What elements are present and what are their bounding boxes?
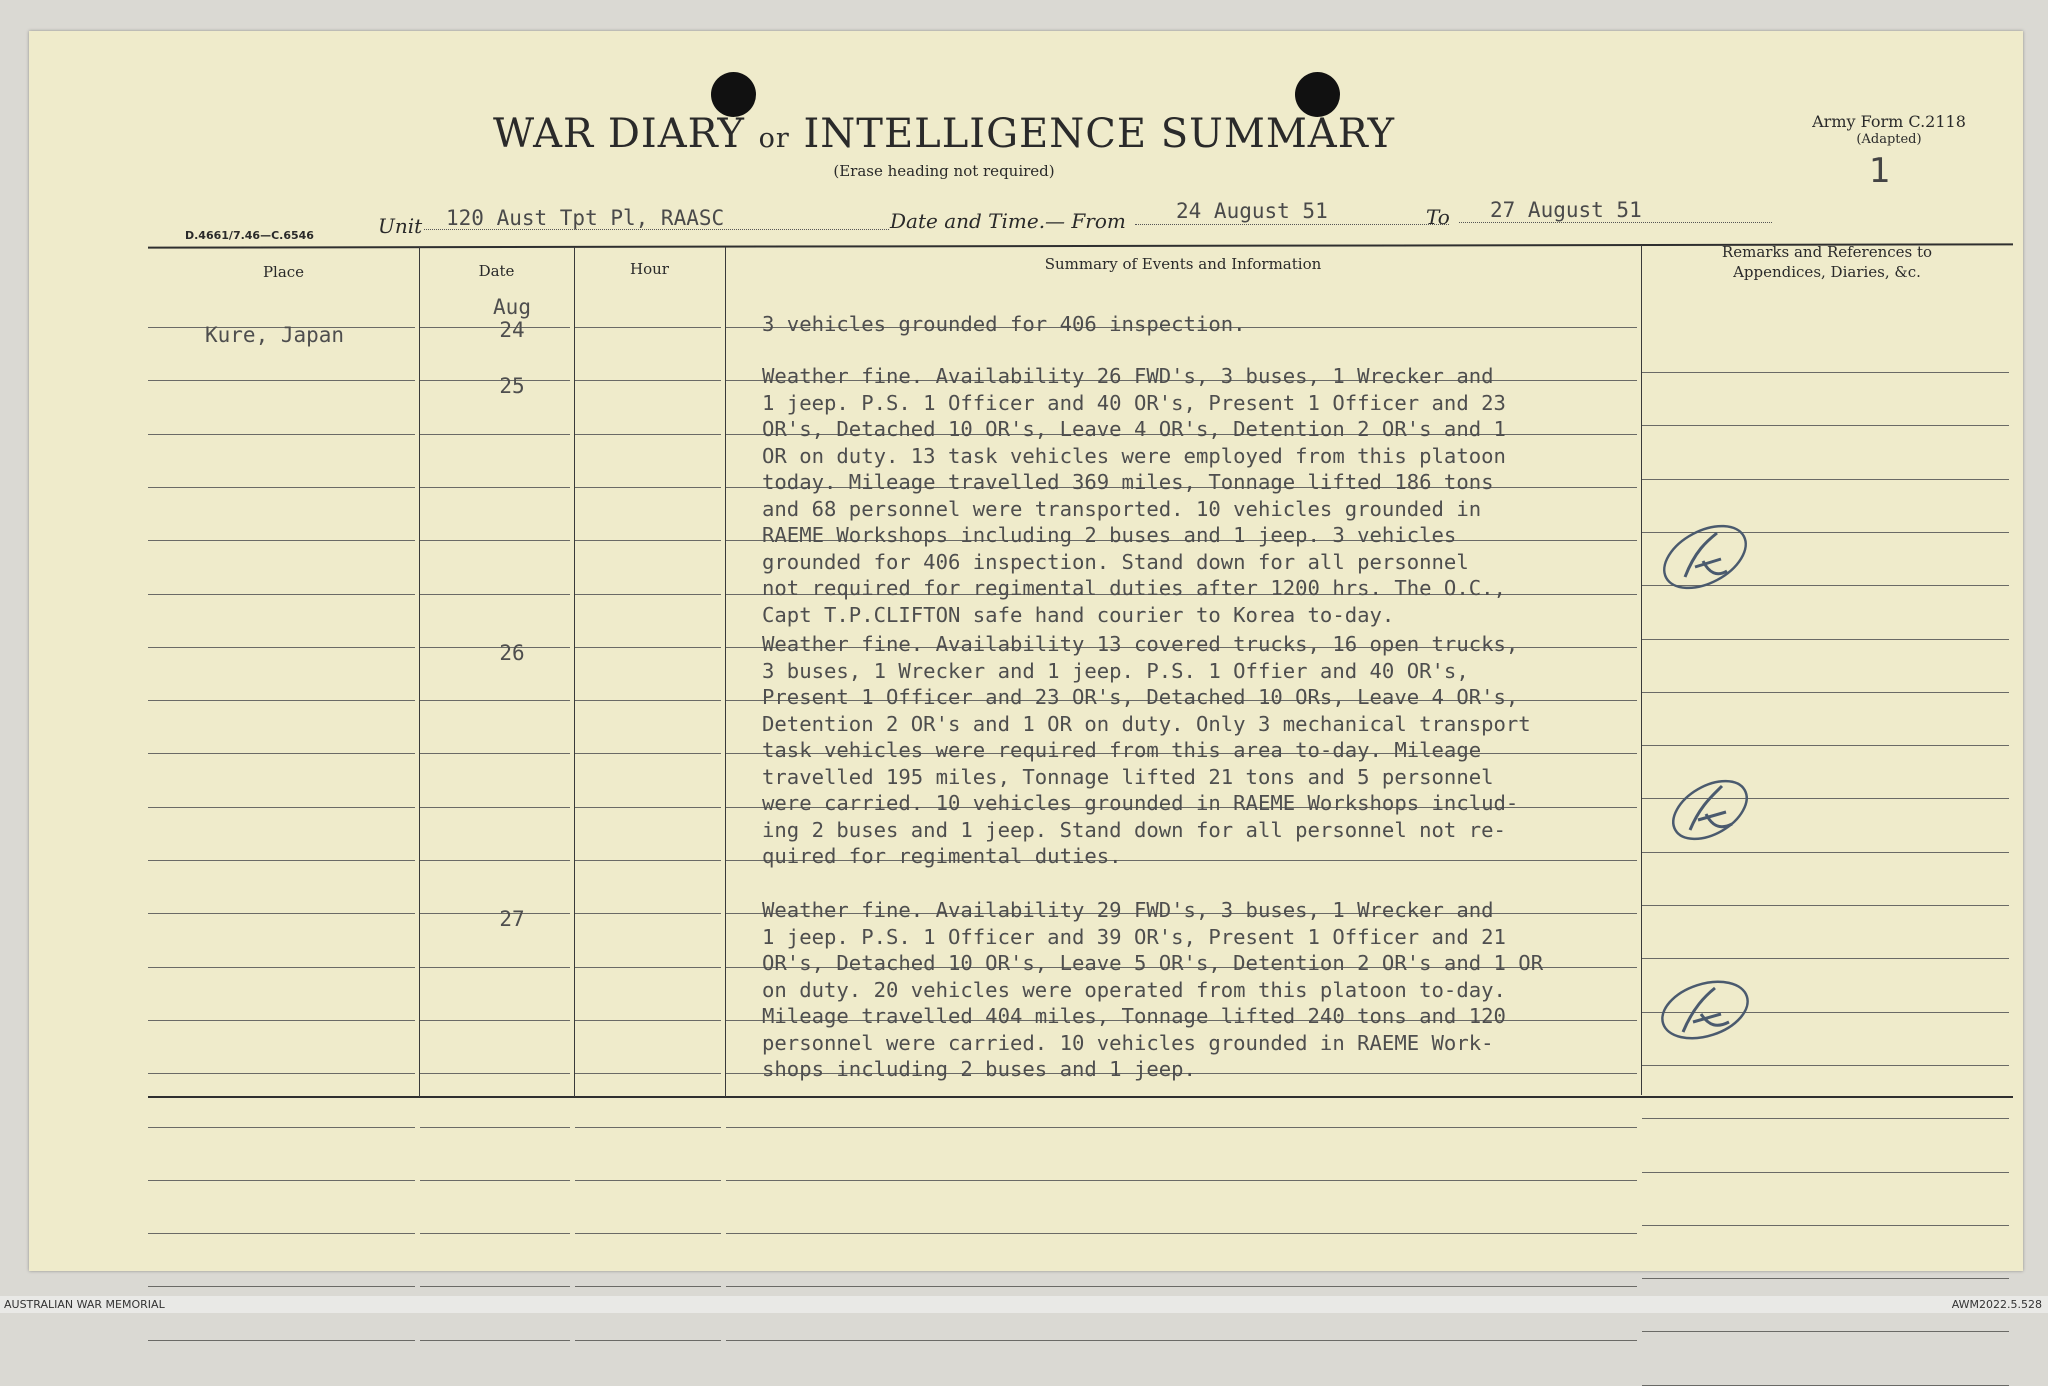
- ruled-line: [420, 700, 570, 701]
- column-divider-hour: [725, 247, 726, 1097]
- ruled-line: [1642, 1278, 2009, 1279]
- table-bottom-rule: [148, 1096, 2013, 1098]
- ruled-line: [575, 327, 721, 328]
- ruled-line: [726, 1233, 1637, 1234]
- summary-line: ing 2 buses and 1 jeep. Stand down for all personnel not re-: [762, 817, 1506, 842]
- form-title: [429, 111, 1459, 157]
- ruled-line: [148, 753, 415, 754]
- ruled-line: [726, 1127, 1637, 1128]
- ruled-line: [1642, 905, 2009, 906]
- ruled-line: [1642, 958, 2009, 959]
- ruled-line: [148, 647, 415, 648]
- ruled-line: [575, 540, 721, 541]
- summary-line: 3 vehicles grounded for 406 inspection.: [762, 312, 1246, 336]
- column-header-summary: Summary of Events and Information: [1044, 255, 1322, 273]
- summary-line: travelled 195 miles, Tonnage lifted 21 tons and 5 personnel: [762, 764, 1494, 789]
- summary-line: Weather fine. Availability 29 FWD's, 3 buses, 1 Wrecker and: [762, 898, 1494, 922]
- summary-line: OR's, Detached 10 OR's, Leave 5 OR's, Detention 2 OR's and 1 OR: [762, 951, 1544, 975]
- ruled-line: [575, 1127, 721, 1128]
- ruled-line: [420, 1286, 570, 1287]
- summary-line: 3 buses, 1 Wrecker and 1 jeep. P.S. 1 Offier and 40 OR's,: [762, 658, 1469, 683]
- date-to-label: To: [1426, 205, 1450, 229]
- summary-line: Mileage travelled 404 miles, Tonnage lifted 240 tons and 120: [762, 1004, 1506, 1028]
- ruled-line: [148, 1127, 415, 1128]
- title-intelligence-summary: INTELLIGENCE SUMMARY: [803, 111, 1395, 157]
- summary-line: 1 jeep. P.S. 1 Officer and 40 OR's, Present 1 Officer and 23: [762, 390, 1506, 415]
- summary-line: Present 1 Officer and 23 OR's, Detached 10 ORs, Leave 4 OR's,: [762, 685, 1519, 709]
- ruled-line: [1642, 1065, 2009, 1066]
- ruled-line: [420, 434, 570, 435]
- ruled-line: [148, 860, 415, 861]
- summary-line: grounded for 406 inspection. Stand down for all personnel: [762, 549, 1469, 574]
- summary-line: and 68 personnel were transported. 10 vehicles grounded in: [762, 496, 1482, 521]
- ruled-line: [148, 1020, 415, 1021]
- date-from-value: 24 August 51: [1176, 199, 1328, 223]
- form-subtitle: (Erase heading not required): [833, 162, 1055, 180]
- column-header-remarks: [1641, 242, 2013, 282]
- ruled-line: [148, 700, 415, 701]
- summary-line: quired for regimental duties.: [762, 844, 1122, 868]
- ruled-line: [575, 594, 721, 595]
- column-divider-date: [574, 247, 575, 1097]
- summary-line: OR on duty. 13 task vehicles were employed from this platoon: [762, 443, 1506, 468]
- army-form-label: [1779, 113, 1999, 149]
- ruled-line: [575, 380, 721, 381]
- ruled-line: [575, 647, 721, 648]
- remarks-header-line-2: Appendices, Diaries, &c.: [1733, 263, 1921, 281]
- ruled-line: [575, 1073, 721, 1074]
- summary-line: not required for regimental duties after 1200 hrs. The O.C.,: [762, 576, 1506, 600]
- column-header-place: Place: [262, 263, 305, 281]
- ruled-line: [1642, 1225, 2009, 1226]
- date-from-dotline: [1135, 224, 1449, 225]
- summary-line: were carried. 10 vehicles grounded in RAEME Workshops includ-: [762, 791, 1519, 815]
- ruled-line: [1642, 1172, 2009, 1173]
- column-header-date: Date: [478, 262, 515, 280]
- date-to-dotline: [1459, 222, 1772, 223]
- summary-line: shops including 2 buses and 1 jeep.: [762, 1057, 1196, 1081]
- ruled-line: [575, 1180, 721, 1181]
- ruled-line: [148, 380, 415, 381]
- ruled-line: [575, 700, 721, 701]
- ruled-line: [420, 1020, 570, 1021]
- ruled-line: [148, 1073, 415, 1074]
- date-27: 27: [499, 907, 525, 931]
- ruled-line: [1642, 745, 2009, 746]
- column-divider-place: [419, 247, 420, 1097]
- ruled-line: [148, 540, 415, 541]
- ruled-line: [575, 913, 721, 914]
- ruled-line: [420, 540, 570, 541]
- ruled-line: [420, 860, 570, 861]
- ruled-line: [575, 487, 721, 488]
- initials-signature-icon: [1654, 766, 1764, 856]
- ruled-line: [420, 1233, 570, 1234]
- title-or: or: [758, 123, 790, 154]
- ruled-line: [1642, 1331, 2009, 1332]
- date-to-value: 27 August 51: [1490, 198, 1642, 222]
- ruled-line: [726, 1340, 1637, 1341]
- ruled-line: [148, 434, 415, 435]
- summary-line: 1 jeep. P.S. 1 Officer and 39 OR's, Present 1 Officer and 21: [762, 924, 1506, 949]
- ruled-line: [575, 434, 721, 435]
- army-form-number: Army Form C.2118: [1812, 112, 1966, 131]
- title-war-diary: WAR DIARY: [493, 111, 745, 157]
- ruled-line: [420, 487, 570, 488]
- ruled-line: [148, 1233, 415, 1234]
- ruled-line: [1642, 1118, 2009, 1119]
- ruled-line: [575, 860, 721, 861]
- ruled-line: [148, 594, 415, 595]
- summary-line: RAEME Workshops including 2 buses and 1 jeep. 3 vehicles: [762, 523, 1457, 547]
- ruled-line: [148, 807, 415, 808]
- ruled-line: [575, 1020, 721, 1021]
- date-26: 26: [499, 641, 525, 665]
- unit-value: 120 Aust Tpt Pl, RAASC: [446, 206, 725, 230]
- unit-label: Unit: [378, 214, 423, 238]
- ruled-line: [148, 1340, 415, 1341]
- ruled-line: [148, 967, 415, 968]
- ruled-line: [420, 753, 570, 754]
- date-month-aug: Aug: [493, 295, 531, 319]
- place-kure-japan: Kure, Japan: [205, 323, 345, 347]
- date-24: 24: [499, 318, 525, 342]
- summary-line: Capt T.P.CLIFTON safe hand courier to Korea to-day.: [762, 602, 1395, 627]
- ruled-line: [148, 487, 415, 488]
- summary-line: task vehicles were required from this area to-day. Mileage: [762, 738, 1482, 762]
- archive-reference: AWM2022.5.528: [1951, 1298, 2042, 1311]
- summary-line: Detention 2 OR's and 1 OR on duty. Only 3 mechanical transport: [762, 711, 1531, 736]
- summary-line: Weather fine. Availability 26 FWD's, 3 buses, 1 Wrecker and: [762, 364, 1494, 388]
- ruled-line: [1642, 479, 2009, 480]
- ruled-line: [575, 807, 721, 808]
- ruled-line: [148, 913, 415, 914]
- ruled-line: [1642, 639, 2009, 640]
- ruled-line: [420, 594, 570, 595]
- ruled-line: [420, 807, 570, 808]
- ruled-line: [1642, 372, 2009, 373]
- summary-line: personnel were carried. 10 vehicles grounded in RAEME Work-: [762, 1030, 1494, 1055]
- ruled-line: [726, 1286, 1637, 1287]
- summary-line: today. Mileage travelled 369 miles, Tonnage lifted 186 tons: [762, 470, 1494, 494]
- ruled-line: [1642, 692, 2009, 693]
- initials-signature-icon: [1649, 966, 1759, 1056]
- war-diary-sheet: [29, 31, 2023, 1271]
- ruled-line: [420, 1340, 570, 1341]
- ruled-line: [420, 1180, 570, 1181]
- ruled-line: [575, 967, 721, 968]
- army-form-note: (Adapted): [1856, 132, 1922, 147]
- ruled-line: [148, 1180, 415, 1181]
- ruled-line: [420, 1073, 570, 1074]
- date-25: 25: [499, 374, 525, 398]
- column-header-hour: Hour: [630, 260, 669, 278]
- summary-line: OR's, Detached 10 OR's, Leave 4 OR's, Detention 2 OR's and 1: [762, 417, 1506, 441]
- summary-line: on duty. 20 vehicles were operated from this platoon to-day.: [762, 977, 1506, 1002]
- remarks-header-line-1: Remarks and References to: [1721, 243, 1933, 261]
- ruled-line: [1642, 425, 2009, 426]
- summary-line: Weather fine. Availability 13 covered trucks, 16 open trucks,: [762, 632, 1519, 656]
- date-from-label: Date and Time.— From: [890, 209, 1126, 233]
- unit-dotline: [424, 229, 889, 230]
- ruled-line: [575, 1233, 721, 1234]
- archive-footer: [0, 1296, 2048, 1313]
- ruled-line: [575, 1286, 721, 1287]
- archive-source: AUSTRALIAN WAR MEMORIAL: [4, 1298, 165, 1311]
- initials-signature-icon: [1647, 511, 1757, 601]
- ruled-line: [726, 1180, 1637, 1181]
- ruled-line: [420, 1127, 570, 1128]
- ruled-line: [148, 1286, 415, 1287]
- folio-mark: 1: [1869, 151, 1891, 191]
- form-code: D.4661/7.46—C.6546: [185, 229, 314, 242]
- ruled-line: [420, 967, 570, 968]
- ruled-line: [575, 753, 721, 754]
- ruled-line: [575, 1340, 721, 1341]
